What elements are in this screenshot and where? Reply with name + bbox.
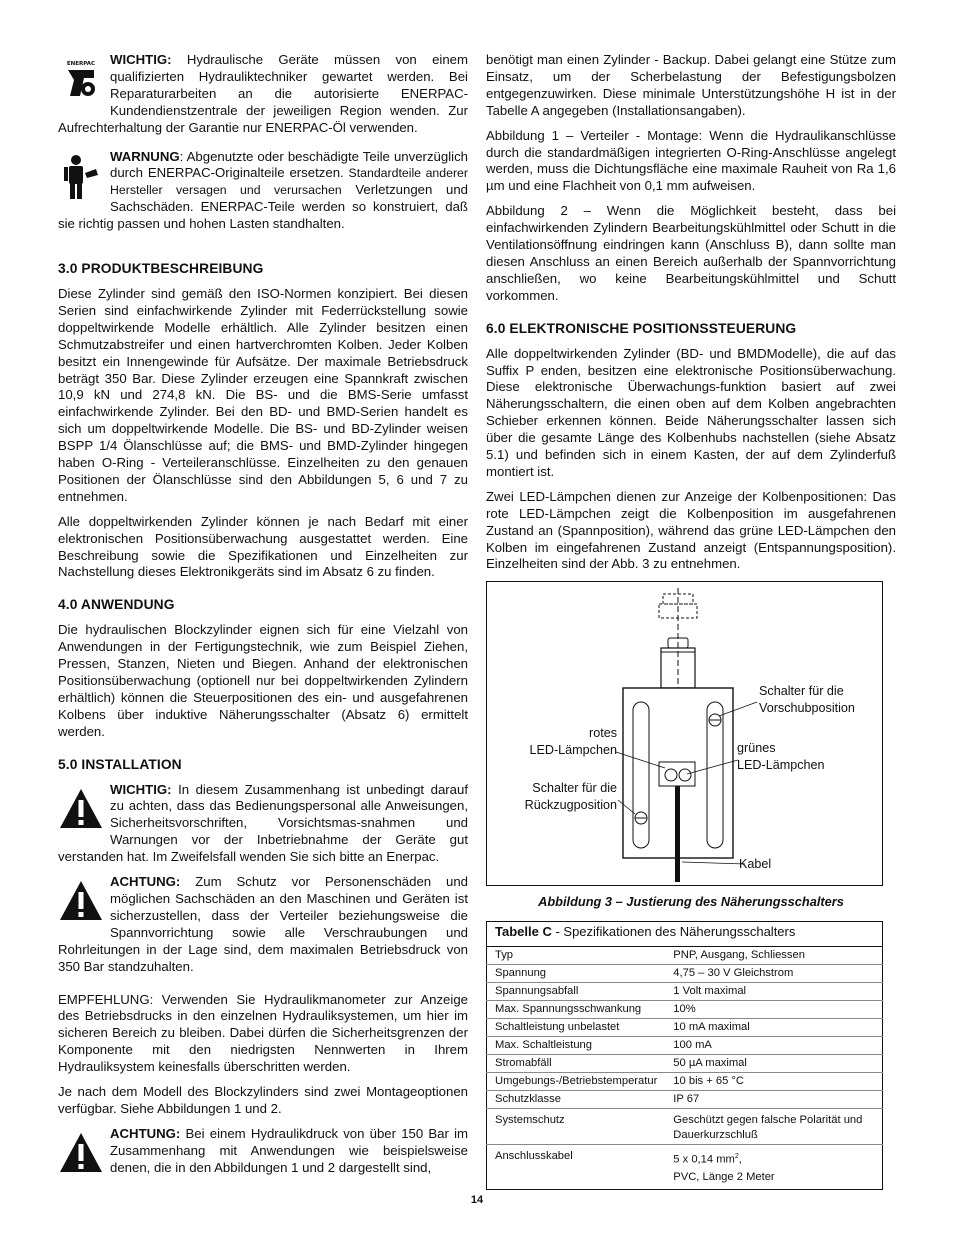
table-row: Spannung 4,75 – 30 V Gleichstrom xyxy=(487,965,883,983)
notice-label: WICHTIG: xyxy=(110,781,172,797)
section-4-heading: 4.0 ANWENDUNG xyxy=(58,597,175,613)
figure-2-paragraph: Abbildung 2 – Wenn die Möglichkeit besteht, dass bei einfachwirkenden Zylindern Bearbeitungskühlmittel oder Schutt in die Ventilationsöffnung eindringen kann (Anschluss B), dann sollte man diesen Anschluss an einen Bereich außerhalb der Spannvorrichtung anschließen, wo keine Bearbeitungskühlmittel und Schutt vorkommen. xyxy=(486,203,896,303)
section-3-paragraph-1: Diese Zylinder sind gemäß den ISO-Normen konzipiert. Bei diesen Serien sind einfachwirkende Zylinder mit Federrückstellung sowie doppeltwirkende Modelle erhältlich. Alle Zylinder besitzen einen Schmutzabstreifer und einen hartverchromten Kolben. Jeder Kolben besitzt ein Innengewinde für Aufsätze. Der maximale Betriebsdruck beträgt 350 Bar. Diese Zylinder erzeugen eine Spannkraft zwischen 10,9 kN und 274,8 kN. Die BS- und die BMS-Serie umfasst einfachwirkende Zylinder. Bei den BD- und BMD-Serien handelt es sich um doppeltwirkende Modelle. Die BS- und BD-Zylinder weisen BSPP 1/4 Ölanschlüsse auf; die BMS- und BMD-Zylinder hingegen haben O-Ring - Verteileranschlüsse. Einzelheiten zu den genauen Positionen der Ölanschlüsse sind den Abbildungen 5, 6 und 7 zu entnehmen. xyxy=(58,285,468,504)
label-green-led: grünes LED-Lämpchen xyxy=(737,741,825,772)
figure-1-paragraph: Abbildung 1 – Verteiler - Montage: Wenn die Hydraulikanschlüsse durch die standardmäßigen integrierten O-Ring-Anschlüsse angelegt werden, muss die Dichtungsfläche eine maximale Rauheit von Ra 1,6 µm und eine Flachheit von 0,1 mm aufweisen. xyxy=(486,127,896,194)
enerpac-wrench-icon xyxy=(58,56,104,106)
warning-triangle-icon xyxy=(58,786,104,836)
warning-triangle-icon xyxy=(58,878,104,928)
table-row: Spannungsabfall 1 Volt maximal xyxy=(487,983,883,1001)
notice-label: ACHTUNG: xyxy=(110,1125,181,1141)
section-6-paragraph-1: Alle doppeltwirkenden Zylinder (BD- und BMDModelle), die auf das Suffix P enden, besitzen eine elektronische Positionsüberwachung. Diese elektronische Überwachungs-funktion basiert auf zwei Näherungsschaltern, die einen oben auf dem Kolben angebrachten Schieber erkennen können. Beide Näherungsschalter lassen sich über die gesamte Länge des Kolbenhubs nachstellen (siehe Absatz 5.1) und befinden sich in einem Kasten, der auf dem Zylinderfuß montiert ist. xyxy=(486,345,896,479)
spec-table xyxy=(486,921,883,1190)
table-row: Anschlusskabel 5 x 0,14 $mm^2$, PVC, Länge 2 Meter xyxy=(495,1150,775,1183)
notice-install-achtung-2 xyxy=(58,1126,468,1177)
table-title: Tabelle C - Spezifikationen des Näherungsschalters xyxy=(487,922,883,947)
section-6-paragraph-2: Zwei LED-Lämpchen dienen zur Anzeige der Kolbenpositionen: Das rote LED-Lämpchen zeigt die Kolbenposition im ausgefahrenen Zustand an (Spannposition), während das grüne LED-Lämpchen den Kolben im eingefahrenen Zustand anzeigt (Entspannungsposition). Einzelheiten sind der Abb. 3 zu entnehmen. xyxy=(486,488,896,572)
section-4-paragraph: Die hydraulischen Blockzylinder eignen sich für eine Vielzahl von Anwendungen in der Fertigungstechnik, wie zum Beispiel Ziehen, Pressen, Stanzen, Nieten und Biegen. Anhand der elektronischen Positionsüberwachung (optionell nur bei doppeltwirkenden Zylindern erhältlich) können die Steuerpositionen des ein- und ausgefahrenen Kolbens über induktive Näherungsschalter (Absatz 6) ermittelt werden. xyxy=(58,622,468,739)
notice-text: Bei einem Hydraulikdruck von über 150 Bar im Zusammenhang mit Anwendungen wie beispielsweise denen, die in den Abbildungen 1 und 2 dargestellt sind, xyxy=(110,1125,468,1175)
notice-text: Hydraulische Geräte müssen von einem qualifizierten Hydrauliktechniker gewartet werden. Bei Reparaturarbeiten an die autorisierte ENERPAC-Kundendienstzentrale der jeweiligen Region wenden. Zur Aufrechterhaltung der Garantie nur ENERPAC-Öl verwenden. xyxy=(58,52,468,135)
mounting-options-paragraph: Je nach dem Modell des Blockzylinders sind zwei Montageoptionen verfügbar. Siehe Abbildungen 1 und 2. xyxy=(58,1084,468,1116)
section-5-heading: 5.0 INSTALLATION xyxy=(58,756,182,772)
continued-paragraph: benötigt man einen Zylinder - Backup. Dabei gelangt eine Stütze zum Einsatz, um der Scherbelastung der Befestigungsbolzen entgegenzuwirken. Diese minimale Unterstützungshöhe H ist in der Tabelle A angegeben (Installationsangaben). xyxy=(486,52,896,118)
notice-text: : Abgenutzte oder beschädigte Teile unverzüglich durch ENERPAC-Originalteile ersetzen. xyxy=(110,148,468,181)
label-advance-switch: Schalter für die Vorschubposition xyxy=(759,684,855,715)
notice-install-wichtig xyxy=(58,782,468,867)
table-row: Max. Spannungsschwankung 10% xyxy=(487,1001,883,1019)
section-3-heading: 3.0 PRODUKTBESCHREIBUNG xyxy=(58,261,264,277)
recommendation-paragraph: EMPFEHLUNG: Verwenden Sie Hydraulikmanometer zur Anzeige des Betriebsdrucks in den einzelnen Hydrauliksystemen, um hier im sicheren Bereich zu bleiben. Dabei dürfen die Sicherheitsgrenzen der Komponente mit den niedrigsten Nennwerten in Ihrem Hydrauliksystem keinesfalls überschritten werden. xyxy=(58,991,468,1075)
notice-label: ACHTUNG: xyxy=(110,874,181,890)
notice-text: In diesem Zusammenhang ist unbedingt darauf zu achten, dass das Bedienungspersonal alle Anweisungen, Sicherheitsvorschriften, Vorsichtsmas-snahmen und Warnungen vor der Inbetriebnahme der Geräte gut verstanden hat. Im Zweifelsfall wenden Sie sich bitte an Enerpac. xyxy=(58,781,468,865)
table-row: Stromabfäll 50 µA maximal xyxy=(487,1055,883,1073)
page-number: 14 xyxy=(470,1194,484,1206)
figure-3-caption: Abbildung 3 – Justierung des Näherungsschalters xyxy=(538,894,844,910)
notice-wichtig xyxy=(58,52,468,137)
table-row: Systemschutz Geschützt gegen falsche Polarität und Dauerkurzschluß xyxy=(487,1109,883,1145)
svg-text:ENERPAC: ENERPAC xyxy=(66,61,96,67)
section-3-paragraph-2: Alle doppeltwirkenden Zylinder können je nach Bedarf mit einer elektronischen Positionsüberwachung ausgestattet werden. Eine Beschreibung sowie die Spezifikationen und Einzelheiten zur Nachstellung dieses Elektronikgeräts sind im Absatz 6 zu finden. xyxy=(58,513,468,580)
figure-3-proximity-switch xyxy=(486,581,883,886)
table-row: Max. Schaltleistung 100 mA xyxy=(487,1037,883,1055)
table-row: Umgebungs-/Betriebstemperatur 10 bis + 65 °C xyxy=(487,1073,883,1091)
right-column xyxy=(486,52,896,1190)
section-6-heading: 6.0 ELEKTRONISCHE POSITIONSSTEUERUNG xyxy=(486,320,797,336)
notice-text: Zum Schutz vor Personenschäden und möglichen Sachschäden an den Maschinen und Geräten ist sicherzustellen, dass der Verteiler beziehungsweise die Spannvorrichtung sowie alle Verschraubungen und Rohrleitungen in der Lage sind, dem maximalen Betriebsdruck von 350 Bar standzuhalten. xyxy=(58,874,468,974)
notice-warnung xyxy=(58,149,468,234)
table-row: Typ PNP, Ausgang, Schliessen xyxy=(487,947,883,965)
notice-label: WICHTIG: xyxy=(110,52,172,67)
notice-text-rest: Verletzungen und Sachschäden. ENERPAC-Teile werden so konstruiert, daß sie richtig passen und hohen Lasten standhalten. xyxy=(58,182,469,232)
table-row: Schaltleistung unbelastet 10 mA maximal xyxy=(487,1019,883,1037)
left-column xyxy=(58,52,468,1185)
table-row: Schutzklasse IP 67 xyxy=(487,1091,883,1109)
notice-text-small: Standardteile anderer Hersteller versagen und verursachen xyxy=(110,166,468,198)
notice-install-achtung-1 xyxy=(58,874,468,975)
warning-triangle-icon xyxy=(58,1130,104,1180)
person-injury-icon xyxy=(58,153,104,203)
label-red-led: rotes LED-Lämpchen xyxy=(529,726,617,757)
notice-label: WARNUNG xyxy=(110,148,180,164)
label-cable: Kabel xyxy=(739,857,772,872)
label-retract-switch: Schalter für die Rückzugposition xyxy=(524,781,617,812)
